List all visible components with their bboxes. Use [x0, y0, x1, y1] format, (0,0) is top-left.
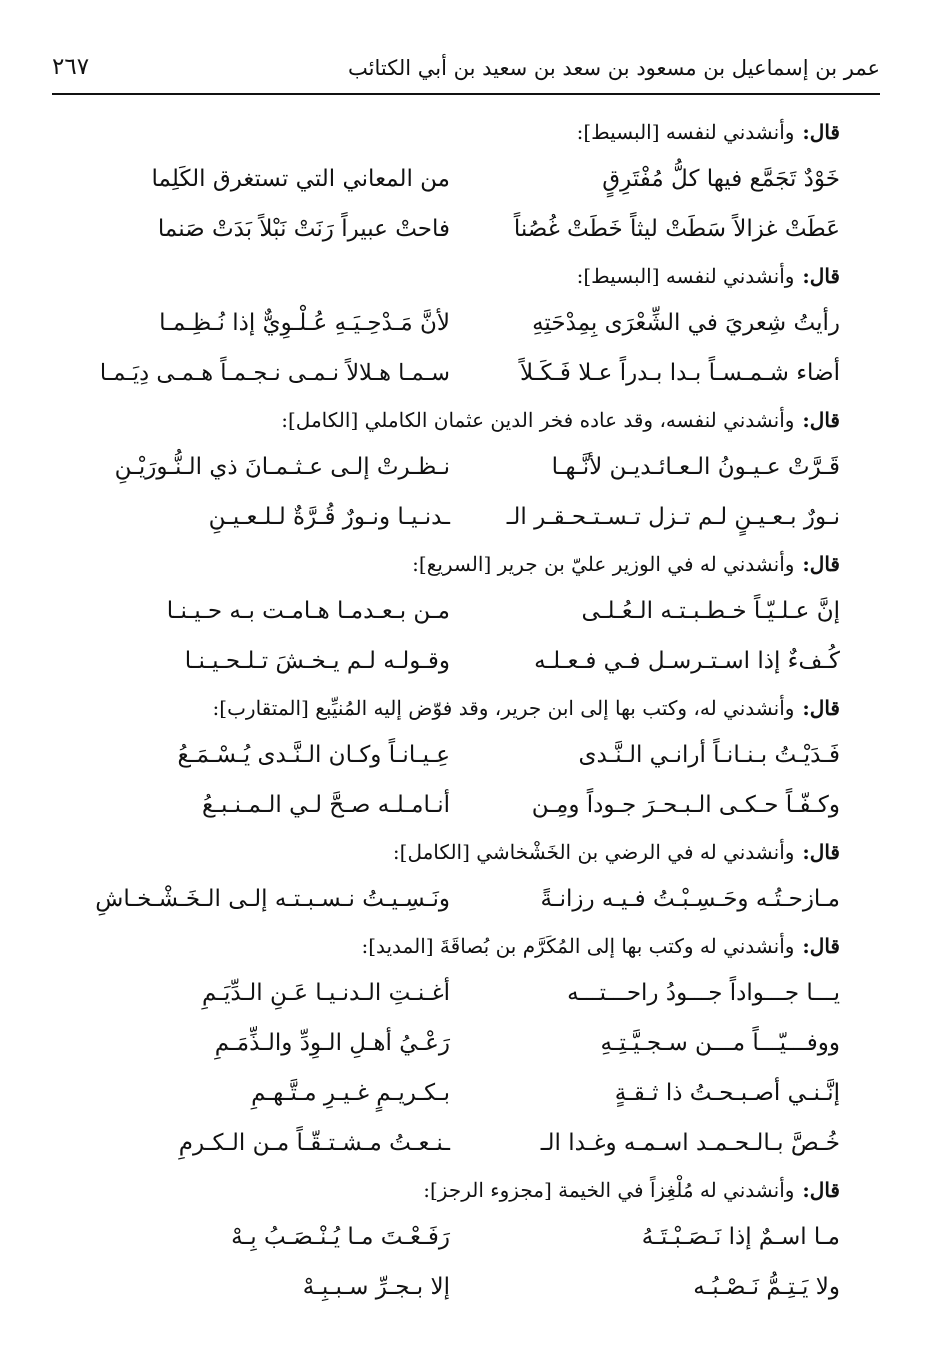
verse-line	[95, 968, 840, 1018]
verse-second-hemistich: نـظـرتْ إلـى عـثـمـانَ ذي الـنُّـورَيْـنِ	[114, 454, 450, 480]
verse-second-hemistich: فاحتْ عبيراً رَنَتْ نَبْلاً بَدَتْ صَنما	[157, 216, 450, 242]
verse-second-hemistich: عِـيـانـاً وكـان الـنَّـدى يُـسْـمَـعُ	[177, 742, 450, 768]
verse-second-hemistich: وقـولـه لـم يـخـشَ تـلـحـيـنـا	[184, 648, 450, 674]
section-intro	[95, 398, 840, 442]
verse-first-hemistich: نـورٌ بـعـيـنٍ لـم تـزل تـسـتـحـقـر الـ	[506, 504, 840, 530]
verse-line	[95, 492, 840, 542]
verse-second-hemistich: ـدنـيـا ونـورٌ قُـرَّةٌ لـلـعـيـنِ	[208, 504, 450, 530]
verse-first-hemistich: وكـفّـاً حـكـى الـبـحـرَ جـوداً ومِـن	[531, 792, 840, 818]
verse-second-hemistich: رَعْـيُ أهـلِ الـوِدِّ والـذِّمَـمِ	[214, 1030, 450, 1056]
section-intro	[95, 1168, 840, 1212]
verse-first-hemistich: أضاء شـمـسـاً بـدا بـدراً عـلا فَـكَـلاً	[519, 360, 840, 386]
intro-text: وأنشدني له في الرضي بن الخَشْخاشي [الكامل]:	[392, 840, 795, 864]
verse-line	[95, 586, 840, 636]
verse-first-hemistich: قَـرَّتْ عـيـونُ الـعـائـديـن لأنَّـهـا	[551, 454, 840, 480]
section-intro	[95, 924, 840, 968]
intro-text: وأنشدني له، وكتب بها إلى ابن جرير، وقد فوّض إليه المُنيِّبع [المتقارب]:	[212, 696, 795, 720]
verse-second-hemistich: سـمـا هـلالاً نـمـى نـجـمـاً هـمـى دِيَـمـا	[99, 360, 450, 386]
verse-line	[95, 154, 840, 204]
verse-line	[95, 636, 840, 686]
verse-first-hemistich: خَوْدٌ تَجَمَّع فيها كلُّ مُفْتَرِقٍ	[602, 166, 840, 192]
verse-first-hemistich: ولا يَـتِـمُّ نَـصْـبُـه	[693, 1274, 840, 1300]
section-intro	[95, 686, 840, 730]
verse-second-hemistich: بـكـريـمٍ غـيـرِ مـتَّـهـمِ	[251, 1080, 450, 1106]
verse-first-hemistich: فَـدَيْـتُ بـنـانـاً أرانـي الـنَّـدى	[578, 742, 840, 768]
verse-line	[95, 442, 840, 492]
verse-second-hemistich: لأنَّ مَـدْحِـيَـهِ عُـلْـوِيٌّ إذا نُـظِـمـا	[159, 310, 450, 336]
qal-label: قال:	[802, 934, 840, 958]
verse-first-hemistich: رأيتُ شِعريَ في الشِّعْرَى بِمِدْحَتِهِ	[532, 310, 840, 336]
verse-second-hemistich: ونَـسِـيـتُ نـسـبـتـه إلـى الـخَـشْـخـاشِ	[95, 886, 450, 912]
verse-second-hemistich: رَفَـعْـتَ مـا يُـنْـصَـبُ بِـهْ	[231, 1224, 450, 1250]
verse-line	[95, 1068, 840, 1118]
verse-first-hemistich: مـازحـتُـه وحَـسِـبْـتُ فـيـه رزانـةً	[540, 886, 840, 912]
verse-line	[95, 1212, 840, 1262]
verse-first-hemistich: إنَّ عـلـيّـاً خـطـبـتـه الـعُـلـى	[581, 598, 840, 624]
poem-body	[95, 110, 840, 1312]
verse-line	[95, 1018, 840, 1068]
qal-label: قال:	[802, 552, 840, 576]
verse-line	[95, 874, 840, 924]
verse-line	[95, 204, 840, 254]
qal-label: قال:	[802, 1178, 840, 1202]
verse-first-hemistich: إنَّـنـي أصـبـحـتُ ذا ثـقـةٍ	[614, 1080, 840, 1106]
header-rule	[52, 93, 880, 95]
qal-label: قال:	[802, 120, 840, 144]
verse-line	[95, 348, 840, 398]
verse-line	[95, 1118, 840, 1168]
qal-label: قال:	[802, 696, 840, 720]
verse-first-hemistich: عَطَتْ غزالاً سَطَتْ ليثاً خَطَتْ غُصُناً	[513, 216, 840, 242]
qal-label: قال:	[802, 264, 840, 288]
verse-second-hemistich: إلا بـجـرِّ سـبـبِـهْ	[302, 1274, 450, 1300]
section-intro	[95, 542, 840, 586]
page-header	[52, 50, 880, 92]
intro-text: وأنشدني لنفسه [البسيط]:	[576, 264, 795, 288]
intro-text: وأنشدني لنفسه [البسيط]:	[576, 120, 795, 144]
intro-text: وأنشدني له وكتب بها إلى المُكَرَّم بن بُصاقَةَ [المديد]:	[361, 934, 795, 958]
section-intro	[95, 254, 840, 298]
page-number: ٢٦٧	[52, 54, 90, 80]
verse-line	[95, 298, 840, 348]
intro-text: وأنشدني لنفسه، وقد عاده فخر الدين عثمان الكاملي [الكامل]:	[281, 408, 795, 432]
verse-first-hemistich: ووفـــيّـــاً مـــن سـجـيَّـتِـهِ	[600, 1030, 840, 1056]
section-intro	[95, 110, 840, 154]
verse-second-hemistich: من المعاني التي تستغرق الكَلِما	[151, 166, 450, 192]
verse-line	[95, 1262, 840, 1312]
verse-first-hemistich: كُـفءٌ إذا اسـتـرسـل فـي فـعـلـه	[534, 648, 840, 674]
section-intro	[95, 830, 840, 874]
intro-text: وأنشدني له في الوزير عليّ بن جرير [السريع]:	[412, 552, 795, 576]
verse-second-hemistich: مـن بـعـدمـا هـامـت بـه حـيـنـا	[166, 598, 450, 624]
qal-label: قال:	[802, 408, 840, 432]
verse-line	[95, 780, 840, 830]
verse-line	[95, 730, 840, 780]
verse-second-hemistich: أنـامـلـه صـحَّ لـي الـمـنـبـعُ	[201, 792, 450, 818]
verse-second-hemistich: ـنـعـتُ مـشـتـقّـاً مـن الـكـرمِ	[178, 1130, 450, 1156]
verse-second-hemistich: أغـنـتِ الـدنـيـا عَـنِ الـدِّيَـمِ	[201, 980, 450, 1006]
intro-text: وأنشدني له مُلْغِزاً في الخيمة [مجزوء الرجز]:	[423, 1178, 795, 1202]
running-title: عمر بن إسماعيل بن مسعود بن سعد بن سعيد بن أبي الكتائب	[348, 56, 880, 80]
qal-label: قال:	[802, 840, 840, 864]
verse-first-hemistich: خُـصَّ بـالـحـمـد اسـمـه وغـدا الـ	[540, 1130, 840, 1156]
verse-first-hemistich: مـا اسـمٌ إذا نَـصَـبْـتَـهُ	[641, 1224, 840, 1250]
verse-first-hemistich: يـــا جـــواداً جـــودُ راحـــتـــه	[567, 980, 840, 1006]
